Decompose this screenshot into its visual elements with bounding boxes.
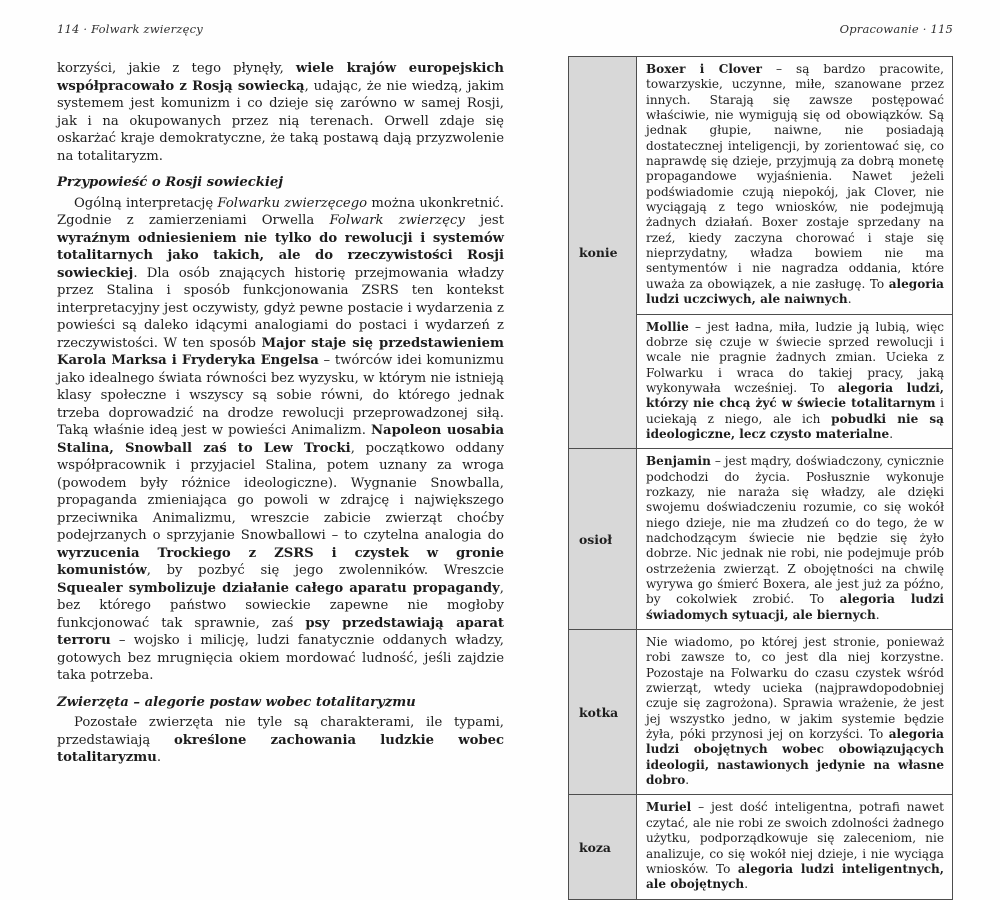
left-running-head: 114 · Folwark zwierzęcy: [57, 22, 203, 36]
cell-boxer-clover: Boxer i Clover – są bardzo pracowite, towarzyskie, uczynne, miłe, szanowane przez innych. Starają się zawsze postępować właściwie, nie wymigują się od obowiązków. Są jednak głupie, naiwne, nie posiadają dostatecznej inteligencji, by zorientować się, co naprawdę się dzieje, przyjmują za dobrą monetę propagandowe wyjaśnienia. Nawet jeżeli podświadomie czują niepokój, jak Clover, nie wyciągają z tego wniosków, nie podejmują żadnych działań. Boxer zostaje sprzedany na rzeź, kiedy zaczyna chorować i staje się nieprzydatny, władza bowiem nie ma sentymentów i nie nagradza oddania, które uważa za obowiązek, a nie zasługę. To alegoria ludzi uczciwych, ale naiwnych.: [637, 57, 953, 315]
left-page-body: [57, 60, 504, 767]
characters-table: [568, 56, 953, 900]
row-label-koza: koza: [569, 795, 637, 899]
row-label-konie: konie: [569, 57, 637, 449]
right-page: [568, 22, 953, 900]
intro-paragraph: korzyści, jakie z tego płynęły, wiele krajów europejskich współpracowało z Rosją sowiecką, udając, że nie wiedzą, jakim systemem jest komunizm i co dzieje się zarówno w samej Rosji, jak i na okupowanych przez nią terenach. Orwell zdaje się oskarżać kraje demokratyczne, że taką postawą dają przyzwolenie na totalitaryzm.: [57, 61, 504, 164]
animals-paragraph: Pozostałe zwierzęta nie tyle są charakterami, ile typami, przedstawiają określone zachowania ludzkie wobec totalitaryzmu.: [57, 715, 505, 765]
cell-kotka: Nie wiadomo, po której jest stronie, ponieważ robi zawsze to, co jest dla niej korzystne. Pozostaje na Folwarku do czasu czystek wśród zwierząt, wtedy ucieka (najprawdopodobniej czuje się zagrożona). Sprawia wrażenie, że jest jej wszystko jedno, w jakim systemie będzie żyła, póki przynosi jej on korzyści. To alegoria ludzi obojętnych wobec obowiązujących ideologii, nastawionych jedynie na własne dobro.: [637, 630, 953, 795]
row-label-kotka: kotka: [569, 630, 637, 795]
row-label-osiol: osioł: [569, 449, 637, 630]
section-heading-animals: Zwierzęta – alegorie postaw wobec totalitaryzmu: [57, 694, 416, 710]
table-row: [569, 795, 953, 899]
cell-benjamin: Benjamin – jest mądry, doświadczony, cynicznie podchodzi do życia. Posłusznie wykonuje rozkazy, nie naraża się władzy, ale dzięki swojemu doświadczeniu rozumie, co się wokół niego dzieje, nie ma złudzeń co do tego, że w nadchodzącym świecie nie będzie się żyło dobrze. Nic jednak nie robi, nie podejmuje prób ostrzeżenia zwierząt. Z obojętności na chwilę wyrywa go śmierć Boxera, ale jest już za późno, by cokolwiek zrobić. To alegoria ludzi świadomych sytuacji, ale biernych.: [637, 449, 953, 630]
table-row: [569, 57, 953, 315]
table-row: [569, 630, 953, 795]
section-heading-parable: Przypowieść o Rosji sowieckiej: [57, 175, 284, 190]
right-running-head: Opracowanie · 115: [839, 22, 953, 36]
table-row: [569, 449, 953, 630]
cell-muriel: Muriel – jest dość inteligentna, potrafi nawet czytać, ale nie robi ze swoich zdolności żadnego użytku, podporządkowuje się zaleceniom, nie analizuje, co się wokół niej dzieje, i nie wyciąga wniosków. To alegoria ludzi inteligentnych, ale obojętnych.: [637, 795, 953, 899]
interpretation-paragraph: Ogólną interpretację Folwarku zwierzęcego można ukonkretnić. Zgodnie z zamierzeniami Orwella Folwark zwierzęcy jest wyraźnym odniesieniem nie tylko do rewolucji i systemów totalitarnych jako takich, ale do rzeczywistości Rosji sowieckiej. Dla osób znających historię przejmowania władzy przez Stalina i sposób funkcjonowania ZSRS ten kontekst interpretacyjny jest oczywisty, gdyż pewne postacie i wydarzenia z powieści są daleko idącymi analogiami do postaci i wydarzeń z rzeczywistości. W ten sposób Major staje się przedstawieniem Karola Marksa i Fryderyka Engelsa – twórców idei komunizmu jako idealnego świata równości bez wyzysku, w którym nie istnieją klasy społeczne i wszyscy są sobie równi, do którego jednak trzeba doprowadzić na drodze rewolucji przeprowadzonej siłą. Taką właśnie ideą jest w powieści Animalizm. Napoleon uosabia Stalina, Snowball zaś to Lew Trocki, początkowo oddany współpracownik i przyjaciel Stalina, potem uznany za wroga (powodem były różnice ideologiczne). Wygnanie Snowballa, propaganda zmieniająca go powoli w zdrajcę i największego przeciwnika Animalizmu, wreszcie zabicie zwierząt choćby podejrzanych o sprzyjanie Snowballowi – to czytelna analogia do wyrzucenia Trockiego z ZSRS i czystek w gronie komunistów, by pozbyć się jego zwolenników. Wreszcie Squealer symbolizuje działanie całego aparatu propagandy, bez którego państwo sowieckie zapewne nie mogłoby funkcjonować tak sprawnie, zaś psy przedstawiają aparat terroru – wojsko i milicję, ludzi fanatycznie oddanych władzy, gotowych bez mrugnięcia okiem mordować ludność, jeśli zajdzie taka potrzeba.: [57, 195, 505, 683]
left-page: [57, 22, 504, 767]
cell-mollie: Mollie – jest ładna, miła, ludzie ją lubią, więc dobrze się czuje w świecie sprzed rewolucji i wcale nie pragnie żadnych zmian. Ucieka z Folwarku i wraca do takiej pracy, jaką wykonywała wcześniej. To alegoria ludzi, którzy nie chcą żyć w świecie totalitarnym i uciekają z niego, ale ich pobudki nie są ideologiczne, lecz czysto materialne.: [637, 314, 953, 449]
